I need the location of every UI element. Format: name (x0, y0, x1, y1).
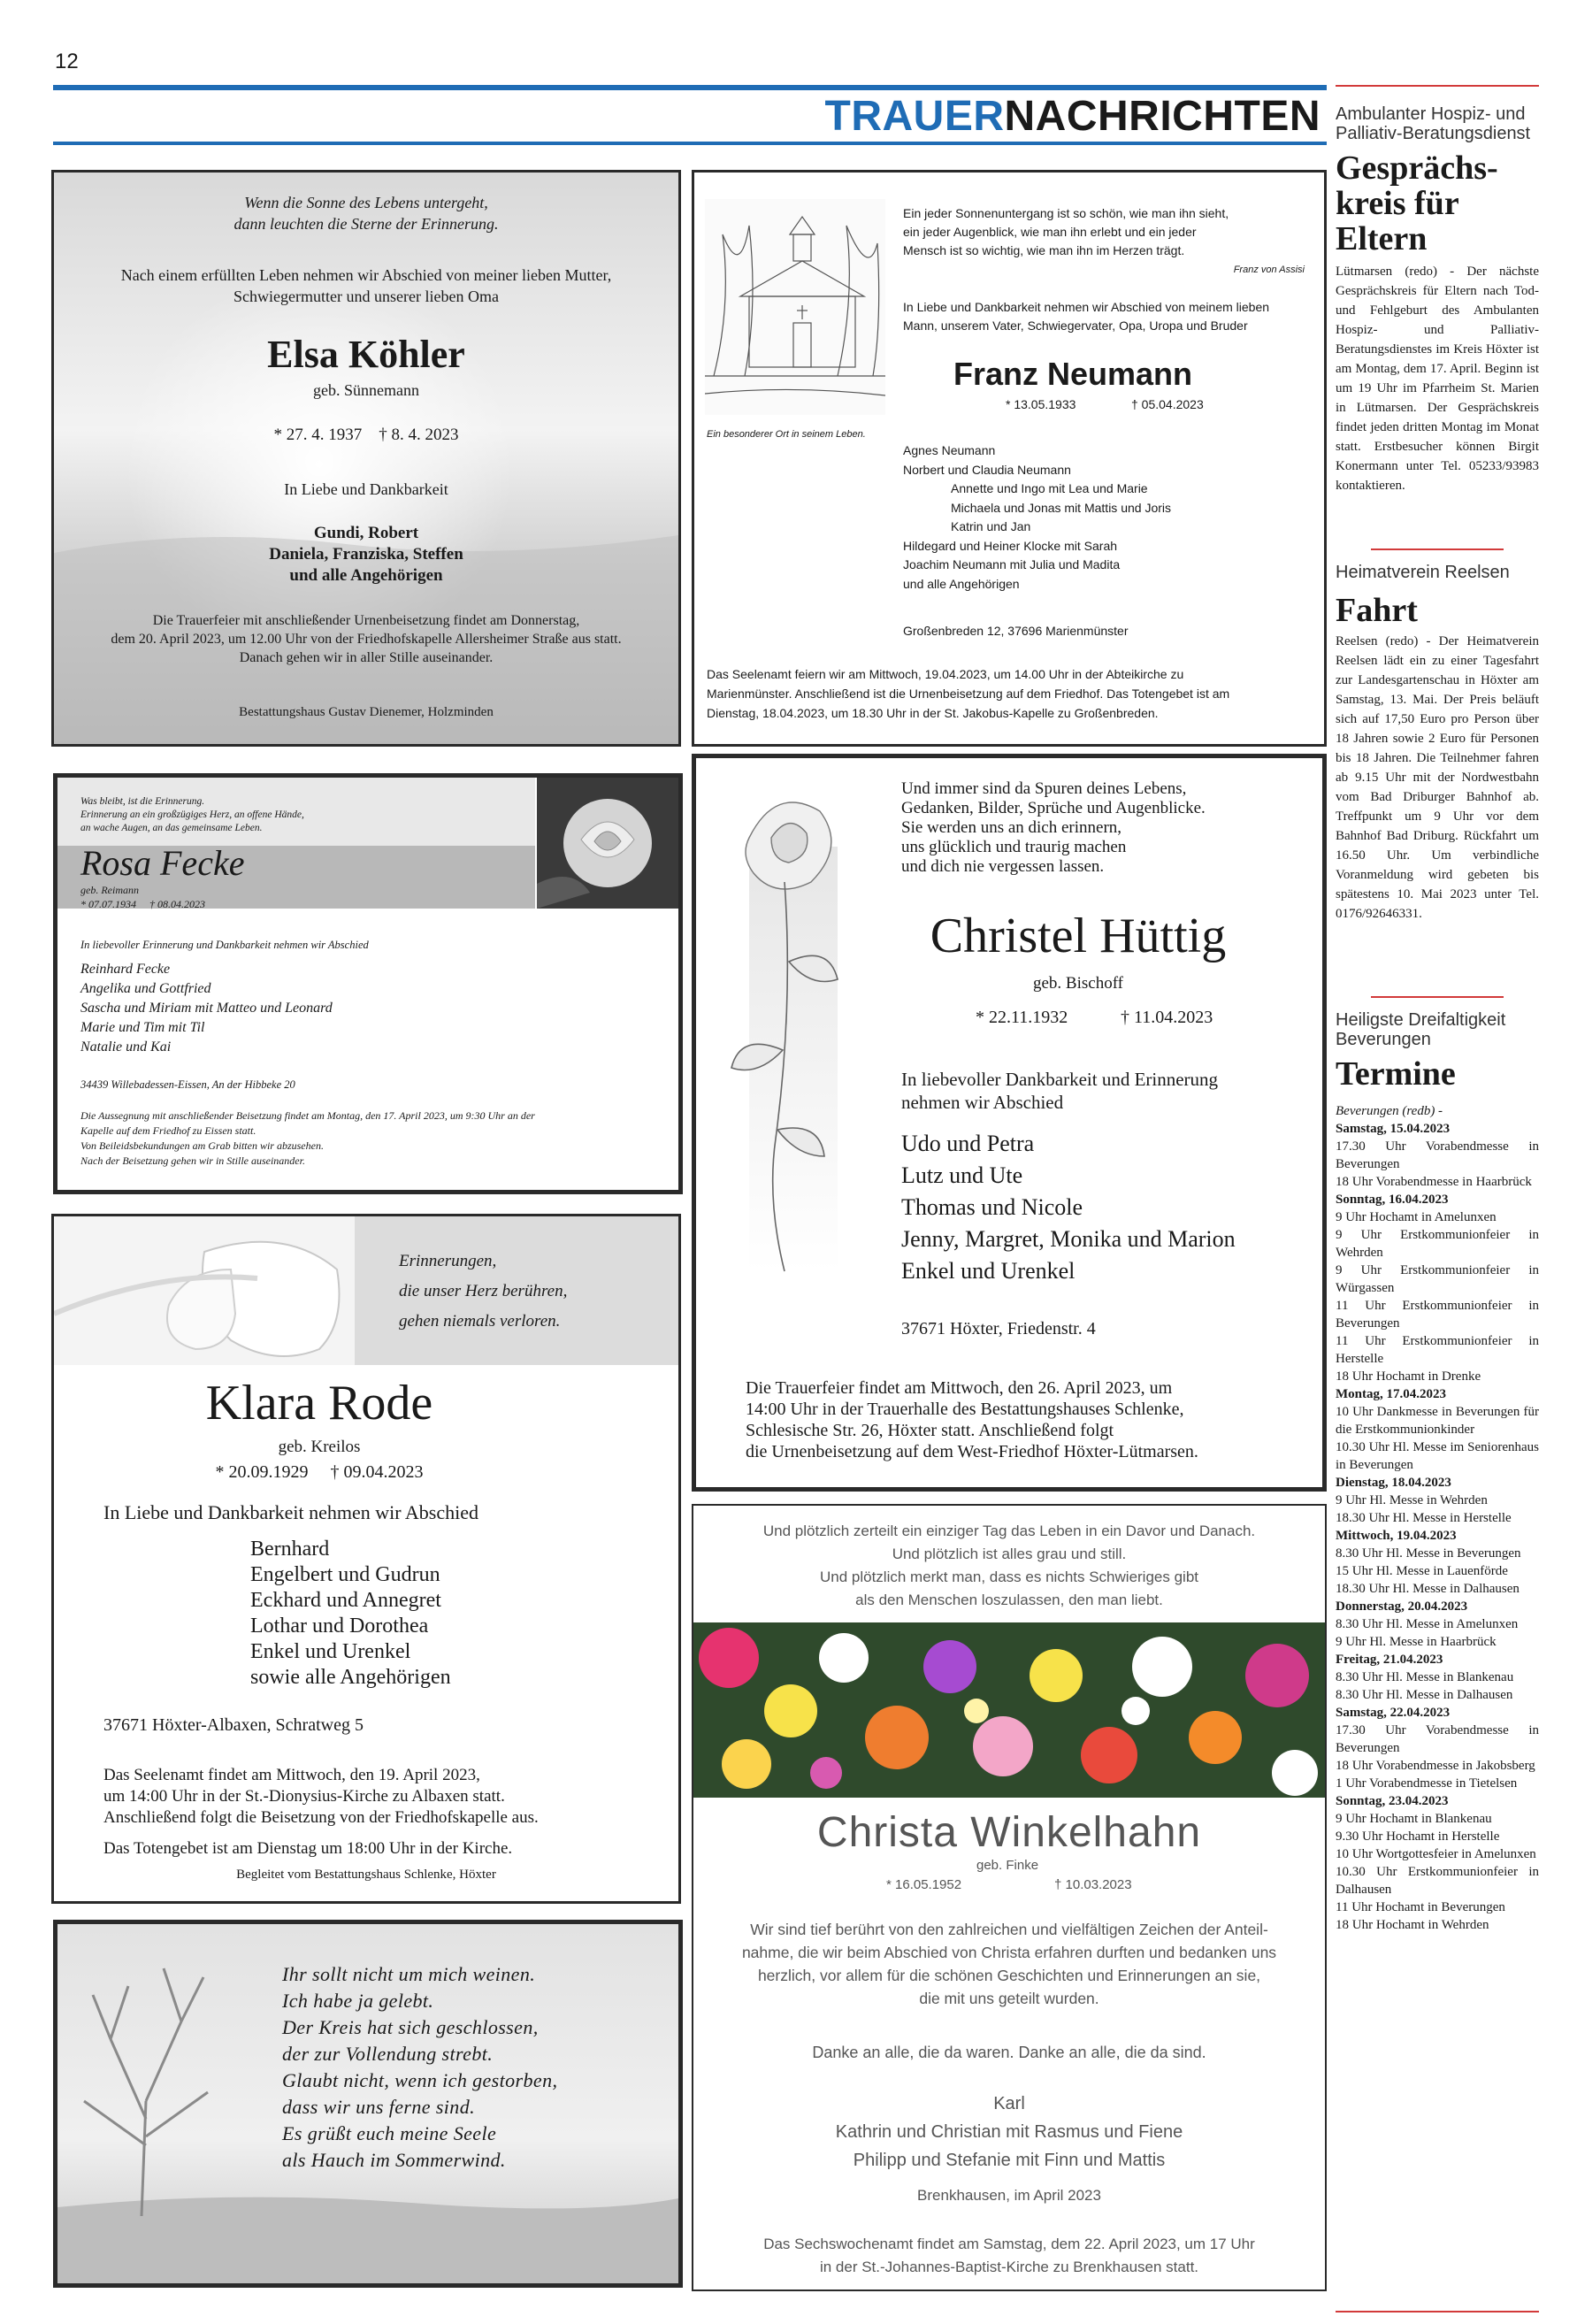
quote-line: Sie werden uns an dich erinnern, (901, 818, 1122, 837)
sidebar-divider-1 (1371, 548, 1504, 550)
thanks-line: herzlich, vor allem für die schönen Geschichten und Erinnerungen an sie, (757, 1967, 1261, 1984)
rosa-name: Rosa Fecke (80, 843, 245, 883)
termine-entry: 1 Uhr Vorabendmesse in Tietelsen (1336, 1776, 1518, 1791)
klara-name: Klara Rode (205, 1376, 433, 1430)
sidebar-block2-text: Reelsen (redo) - Der Heimatverein Reelsen lädt ein zu einer Tagesfahrt zur Landesgartenschau in Höxter am Samstag, 13. Mai. Der Preis beläuft sich auf 17,50 Euro pro Person über 18 Jahren sowie 2 Euro für Personen bis 18 Jahren. Die Teilnehmer fahren ab 9.15 Uhr mit der Nordwestbahn vom Bad Driburger Bahnhof ab. Treffpunkt um 9 Uhr vor dem Bahnhof Bad Driburg. Rückfahrt um 16.50 Uhr. Um verbindliche Voranmeldung wird gebeten bis spätestens 10. Mai 2023 unter Tel. 0176/92646331. (1336, 634, 1539, 921)
mourner: Engelbert und Gudrun (250, 1563, 440, 1586)
obituary-christel-huettig (692, 754, 1327, 1492)
termine-day-heading: Sonntag, 16.04.2023 (1336, 1193, 1449, 1207)
title-line: kreis für (1336, 185, 1459, 222)
quote-line: Und plötzlich zerteilt ein einziger Tag das Leben in ein Davor und Danach. (762, 1522, 1256, 1539)
mourner: Enkel und Urenkel (250, 1640, 411, 1663)
mourner: Udo und Petra (901, 1131, 1035, 1156)
franz-quote-author: Franz von Assisi (1233, 265, 1305, 275)
poem-line: Der Kreis hat sich geschlossen, (282, 2016, 539, 2038)
sidebar-top-rule (1336, 85, 1539, 87)
intro-line: In liebevoller Dankbarkeit und Erinnerung (901, 1069, 1219, 1090)
mourner: Jenny, Margret, Monika und Marion (901, 1226, 1236, 1252)
klara-dates: * 20.09.1929 † 09.04.2023 (215, 1462, 424, 1482)
section-title-part2: NACHRICHTEN (1004, 93, 1321, 140)
quote-line: als den Menschen loszulassen, den man liebt. (855, 1592, 1163, 1608)
intro-line: Mann, unserem Vater, Schwiegervater, Opa, Uropa und Bruder (903, 318, 1248, 333)
mourner: Lutz und Ute (901, 1162, 1023, 1188)
christel-funeral (746, 1377, 1312, 1462)
termine-entry: 9 Uhr Hl. Messe in Haarbrück (1336, 1635, 1497, 1649)
christel-intro (901, 1068, 1317, 1114)
funeral-line: Die Trauerfeier findet am Mittwoch, den 26. April 2023, um (746, 1378, 1173, 1398)
mourner: Michaela und Jonas mit Mattis und Joris (951, 500, 1171, 515)
termine-day-heading: Donnerstag, 20.04.2023 (1336, 1599, 1468, 1614)
mourner: Joachim Neumann mit Julia und Madita (903, 557, 1121, 571)
christel-quote (901, 779, 1317, 877)
termine-entry: 8.30 Uhr Hl. Messe in Dalhausen (1336, 1688, 1513, 1702)
elsa-quote (54, 192, 678, 234)
mourner: Norbert und Claudia Neumann (903, 462, 1071, 477)
termine-day-heading: Dienstag, 18.04.2023 (1336, 1476, 1451, 1490)
termine-entry: 8.30 Uhr Hl. Messe in Blankenau (1336, 1670, 1514, 1684)
termine-entry: 10 Uhr Dankmesse in Beverungen für die Erstkommunionkinder (1336, 1405, 1539, 1437)
quote-line: Und plötzlich ist alles grau und still. (892, 1545, 1127, 1562)
franz-quote (903, 204, 1319, 260)
mourner: Sascha und Miriam mit Matteo und Leonard (80, 1001, 333, 1016)
christa-mourners (693, 2090, 1325, 2174)
chapel-drawing (705, 199, 885, 415)
sidebar-block3-title: Termine (1336, 1055, 1456, 1093)
termine-entry: 9 Uhr Hochamt in Amelunxen (1336, 1210, 1497, 1224)
mourner: Eckhard und Annegret (250, 1589, 441, 1612)
service-line: Das Seelenamt feiern wir am Mittwoch, 19.04.2023, um 14.00 Uhr in der Abteikirche zu (707, 667, 1184, 681)
christa-quote (693, 1520, 1325, 1612)
rosa-intro: In liebevoller Erinnerung und Dankbarkeit nehmen wir Abschied (80, 939, 369, 951)
funeral-line: Danach gehen wir in aller Stille auseinander. (239, 650, 494, 665)
rosa-address: 34439 Willebadessen-Eissen, An der Hibbeke 20 (80, 1078, 295, 1091)
service-line: Das Sechswochenamt findet am Samstag, dem 22. April 2023, um 17 Uhr (763, 2236, 1255, 2252)
poem-line: Glaubt nicht, wenn ich gestorben, (282, 2069, 558, 2091)
mourner: sowie alle Angehörigen (250, 1666, 451, 1689)
termine-entry: 15 Uhr Hl. Messe in Lauenförde (1336, 1564, 1508, 1578)
termine-entry: 8.30 Uhr Hl. Messe in Amelunxen (1336, 1617, 1519, 1631)
franz-mourners (903, 441, 1319, 594)
termine-entry: 18 Uhr Hochamt in Drenke (1336, 1369, 1481, 1384)
klara-prayer: Das Totengebet ist am Dienstag um 18:00 Uhr in der Kirche. (103, 1839, 513, 1858)
funeral-line: die Urnenbeisetzung auf dem West-Friedhof Höxter-Lütmarsen. (746, 1442, 1198, 1461)
sidebar-block2-title: Fahrt (1336, 592, 1418, 629)
title-line: Eltern (1336, 220, 1428, 257)
page-number: 12 (55, 50, 79, 73)
calla-lily-image (54, 1216, 355, 1365)
note-line: Von Beileidsbekundungen am Grab bitten wir abzusehen. (80, 1139, 324, 1152)
termine-entry: 10 Uhr Wortgottesfeier in Amelunxen (1336, 1847, 1536, 1861)
mourner: Gundi, Robert (313, 524, 419, 542)
christa-thanks (693, 1918, 1325, 2010)
service-line: Marienmünster. Anschließend ist die Urnenbeisetzung auf dem Friedhof. Das Totengebet ist am (707, 686, 1230, 701)
mourner: Bernhard (250, 1538, 330, 1561)
franz-service (707, 664, 1326, 723)
termine-entry: 11 Uhr Hochamt in Beverungen (1336, 1900, 1505, 1914)
quote-line: ein jeder Augenblick, wie man ihn erlebt und ein jeder (903, 225, 1197, 239)
termine-entry: 17.30 Uhr Vorabendmesse in Beverungen (1336, 1139, 1539, 1171)
termine-entry: 18 Uhr Hochamt in Wehrden (1336, 1918, 1489, 1932)
termine-entry: 9 Uhr Hochamt in Blankenau (1336, 1812, 1492, 1826)
mourner: Daniela, Franziska, Steffen (269, 545, 463, 564)
poem-line: als Hauch im Sommerwind. (282, 2149, 506, 2171)
christa-place: Brenkhausen, im April 2023 (917, 2187, 1101, 2204)
termine-day-heading: Samstag, 22.04.2023 (1336, 1706, 1451, 1720)
rosa-mourners (80, 960, 333, 1057)
funeral-line: dem 20. April 2023, um 12.00 Uhr von der Friedhofskapelle Allersheimer Straße aus statt. (111, 632, 622, 647)
poem-line: Ich habe ja gelebt. (282, 1990, 434, 2012)
obituary-elsa-koehler (51, 170, 681, 747)
franz-name: Franz Neumann (953, 356, 1193, 392)
rosa-born-name: geb. Reimann (80, 884, 139, 896)
quote-line: Mensch ist so wichtig, wie man ihn im Herzen trägt. (903, 243, 1185, 257)
termine-day-heading: Samstag, 15.04.2023 (1336, 1122, 1451, 1136)
elsa-intro (54, 265, 678, 307)
sidebar-bottom-rule (1336, 2311, 1539, 2312)
klara-quote (399, 1246, 664, 1337)
franz-born: * 13.05.1933 (1006, 397, 1076, 411)
intro-line: nehmen wir Abschied (901, 1092, 1064, 1113)
poem-lines (282, 1961, 671, 2174)
thanks-line: nahme, die wir beim Abschied von Christa erfahren durften und bedanken uns (741, 1944, 1277, 1961)
mourner: Agnes Neumann (903, 443, 996, 457)
rose-drawing (723, 785, 855, 1280)
rose-photo (537, 778, 678, 909)
termine-entry: 9 Uhr Erstkommunionfeier in Wehrden (1336, 1228, 1539, 1260)
title-line: Gesprächs- (1336, 150, 1498, 187)
rosa-quote (80, 795, 304, 835)
elsa-undertaker: Bestattungshaus Gustav Dienemer, Holzminden (239, 705, 494, 719)
funeral-line: 14:00 Uhr in der Trauerhalle des Bestattungshauses Schlenke, (746, 1400, 1184, 1419)
service-line: Das Seelenamt findet am Mittwoch, den 19. April 2023, (103, 1766, 480, 1784)
mourner: Kathrin und Christian mit Rasmus und Fiene (835, 2122, 1183, 2142)
christa-born: * 16.05.1952 (886, 1877, 962, 1892)
elsa-love: In Liebe und Dankbarkeit (284, 480, 448, 498)
quote-line: Ein jeder Sonnenuntergang ist so schön, wie man ihn sieht, (903, 206, 1229, 220)
klara-address: 37671 Höxter-Albaxen, Schratweg 5 (103, 1715, 364, 1735)
header-bottom-rule (53, 142, 1327, 145)
christa-service (693, 2233, 1325, 2279)
termine-entry: 18 Uhr Vorabendmesse in Jakobsberg (1336, 1759, 1535, 1773)
mourner: Angelika und Gottfried (80, 981, 211, 996)
franz-died: † 05.04.2023 (1131, 397, 1204, 411)
mourner: Lothar und Dorothea (250, 1615, 429, 1638)
mourner: Annette und Ingo mit Lea und Marie (951, 481, 1148, 495)
mourner: Karl (993, 2094, 1025, 2113)
franz-address: Großenbreden 12, 37696 Marienmünster (903, 624, 1129, 638)
termine-entry: 11 Uhr Erstkommunionfeier in Beverungen (1336, 1299, 1539, 1331)
header-top-rule (53, 85, 1327, 90)
rosa-notes (80, 1108, 673, 1169)
mourner: Enkel und Urenkel (901, 1258, 1076, 1284)
service-line: in der St.-Johannes-Baptist-Kirche zu Brenkhausen statt. (819, 2259, 1199, 2275)
poem-line: der zur Vollendung strebt. (282, 2043, 494, 2065)
kicker-line: Beverungen (1336, 1030, 1431, 1049)
quote-line: Was bleibt, ist die Erinnerung. (80, 796, 205, 807)
intro-line: In Liebe und Dankbarkeit nehmen wir Abschied von meinem lieben (903, 300, 1270, 314)
intro-line: Nach einem erfüllten Leben nehmen wir Abschied von meiner lieben Mutter, (120, 266, 612, 284)
section-title (825, 92, 1321, 142)
intro-line: Schwiegermutter und unserer lieben Oma (233, 288, 499, 305)
termine-entry: 18.30 Uhr Hl. Messe in Dalhausen (1336, 1582, 1520, 1596)
obituary-christa-winkelhahn (692, 1504, 1327, 2291)
sidebar-block3-intro: Beverungen (redb) - (1336, 1104, 1443, 1118)
poem-line: Es grüßt euch meine Seele (282, 2122, 497, 2144)
elsa-funeral (54, 611, 678, 667)
mourner: und alle Angehörigen (903, 576, 1020, 591)
obituary-rosa-fecke (53, 773, 683, 1194)
mourner: Natalie und Kai (80, 1039, 172, 1055)
mourner: Marie und Tim mit Til (80, 1020, 205, 1035)
termine-list (1336, 1120, 1539, 1934)
funeral-line: Schlesische Str. 26, Höxter statt. Anschließend folgt (746, 1421, 1114, 1440)
thanks-line: die mit uns geteilt wurden. (919, 1990, 1099, 2007)
service-line: um 14:00 Uhr in der St.-Dionysius-Kirche zu Albaxen statt. (103, 1787, 505, 1806)
christel-born: * 22.11.1932 (976, 1008, 1068, 1027)
mourner: Hildegard und Heiner Klocke mit Sarah (903, 538, 1118, 553)
note-line: Nach der Beisetzung gehen wir in Stille auseinander. (80, 1154, 305, 1167)
christa-thanks2: Danke an alle, die da waren. Danke an alle, die da sind. (812, 2044, 1206, 2061)
termine-entry: 9.30 Uhr Hochamt in Herstelle (1336, 1829, 1500, 1844)
christel-born-name: geb. Bischoff (1032, 974, 1124, 993)
franz-image-caption: Ein besonderer Ort in seinem Leben. (707, 429, 866, 440)
termine-day-heading: Sonntag, 23.04.2023 (1336, 1794, 1449, 1808)
christel-address: 37671 Höxter, Friedenstr. 4 (901, 1319, 1096, 1338)
mourner: Katrin und Jan (951, 519, 1031, 533)
mourner: Thomas und Nicole (901, 1194, 1083, 1220)
quote-line: und dich nie vergessen lassen. (901, 857, 1105, 876)
poem-line: dass wir uns ferne sind. (282, 2096, 476, 2118)
christa-born-name: geb. Finke (976, 1858, 1039, 1873)
sidebar-divider-2 (1371, 996, 1504, 998)
klara-intro: In Liebe und Dankbarkeit nehmen wir Abschied (103, 1501, 478, 1523)
quote-line: gehen niemals verloren. (399, 1312, 561, 1331)
sidebar-block1-kicker: Ambulanter Hospiz- und Palliativ-Beratungsdienst (1336, 104, 1531, 143)
termine-entry: 10.30 Uhr Erstkommunionfeier in Dalhausen (1336, 1865, 1539, 1897)
section-title-part1: TRAUER (824, 93, 1005, 140)
note-line: Die Aussegnung mit anschließender Beisetzung findet am Montag, den 17. April 2023, um 9:30 Uhr an der (80, 1109, 535, 1122)
termine-entry: 17.30 Uhr Vorabendmesse in Beverungen (1336, 1723, 1539, 1755)
quote-line: an wache Augen, an das gemeinsame Leben. (80, 823, 263, 833)
quote-line: Und plötzlich merkt man, dass es nichts Schwieriges gibt (819, 1569, 1198, 1585)
service-line: Dienstag, 18.04.2023, um 18.30 Uhr in der St. Jakobus-Kapelle zu Großenbreden. (707, 706, 1159, 720)
termine-entry: 8.30 Uhr Hl. Messe in Beverungen (1336, 1546, 1521, 1561)
elsa-mourners (54, 523, 678, 587)
thanks-line: Wir sind tief berührt von den zahlreichen und vielfältigen Zeichen der Anteil- (750, 1921, 1268, 1938)
klara-undertaker: Begleitet vom Bestattungshaus Schlenke, Höxter (236, 1868, 496, 1882)
termine-day-heading: Freitag, 21.04.2023 (1336, 1653, 1443, 1667)
mourner: und alle Angehörigen (289, 566, 443, 585)
quote-line: dann leuchten die Sterne der Erinnerung. (233, 215, 499, 233)
sidebar-block3-kicker (1336, 1010, 1539, 1049)
franz-intro (903, 298, 1319, 335)
christa-died: † 10.03.2023 (1054, 1877, 1132, 1892)
kicker-line: Heiligste Dreifaltigkeit (1336, 1010, 1506, 1030)
service-line: Anschließend folgt die Beisetzung von der Friedhofskapelle aus. (103, 1808, 539, 1827)
klara-service (103, 1765, 670, 1829)
elsa-name: Elsa Köhler (267, 333, 465, 376)
christa-name: Christa Winkelhahn (816, 1809, 1202, 1856)
funeral-line: Die Trauerfeier mit anschließender Urnenbeisetzung findet am Donnerstag, (152, 613, 580, 628)
quote-line: uns glücklich und traurig machen (901, 838, 1127, 856)
elsa-dates: * 27. 4. 1937 † 8. 4. 2023 (273, 426, 459, 444)
obituary-klara-rode (51, 1214, 681, 1904)
termine-entry: 9 Uhr Erstkommunionfeier in Würgassen (1336, 1263, 1539, 1295)
rosa-dates: * 07.07.1934 † 08.04.2023 (80, 898, 205, 910)
christel-name: Christel Hüttig (930, 909, 1227, 963)
quote-line: Wenn die Sonne des Lebens untergeht, (244, 194, 488, 211)
obituary-franz-neumann (692, 170, 1327, 747)
mourner: Reinhard Fecke (80, 962, 171, 977)
christel-died: † 11.04.2023 (1121, 1008, 1213, 1027)
flower-bouquet-image (693, 1622, 1325, 1798)
termine-entry: 9 Uhr Hl. Messe in Wehrden (1336, 1493, 1488, 1507)
quote-line: Gedanken, Bilder, Sprüche und Augenblicke. (901, 799, 1206, 817)
quote-line: die unser Herz berühren, (399, 1282, 568, 1300)
termine-entry: 10.30 Uhr Hl. Messe im Seniorenhaus in Beverungen (1336, 1440, 1539, 1472)
termine-entry: 18 Uhr Vorabendmesse in Haarbrück (1336, 1175, 1532, 1189)
poem-box (53, 1920, 683, 2288)
termine-entry: 18.30 Uhr Hl. Messe in Herstelle (1336, 1511, 1512, 1525)
sidebar (1336, 85, 1539, 2314)
christel-mourners (901, 1128, 1317, 1287)
klara-born-name: geb. Kreilos (278, 1438, 361, 1456)
poem-line: Ihr sollt nicht um mich weinen. (282, 1963, 536, 1985)
quote-line: Erinnerungen, (399, 1252, 497, 1270)
sidebar-block1-text: Lütmarsen (redo) - Der nächste Gesprächskreis für Eltern nach Tod- und Fehlgeburt des Ambulanten Hospiz- und Palliativ-Beratungsdienstes im Kreis Höxter ist am Montag, dem 17. April. Beginn ist um 19 Uhr im Pfarrheim St. Marien in Lütmarsen. Der Gesprächskreis findet jeden dritten Montag im Monat statt. Erstbesucher können Birgit Konermann unter Tel. 05233/93983 kontaktieren. (1336, 265, 1539, 493)
elsa-born-name: geb. Sünnemann (313, 381, 419, 399)
mourner: Philipp und Stefanie mit Finn und Mattis (853, 2151, 1166, 2170)
sidebar-block2-kicker: Heimatverein Reelsen (1336, 563, 1510, 582)
klara-mourners (250, 1537, 451, 1691)
termine-day-heading: Montag, 17.04.2023 (1336, 1387, 1446, 1401)
sidebar-block1-title (1336, 150, 1539, 257)
quote-line: Und immer sind da Spuren deines Lebens, (901, 779, 1187, 798)
quote-line: Erinnerung an ein großzügiges Herz, an offene Hände, (80, 809, 304, 820)
note-line: Kapelle auf dem Friedhof zu Eissen statt. (80, 1124, 256, 1137)
termine-entry: 11 Uhr Erstkommunionfeier in Herstelle (1336, 1334, 1539, 1366)
termine-day-heading: Mittwoch, 19.04.2023 (1336, 1529, 1457, 1543)
